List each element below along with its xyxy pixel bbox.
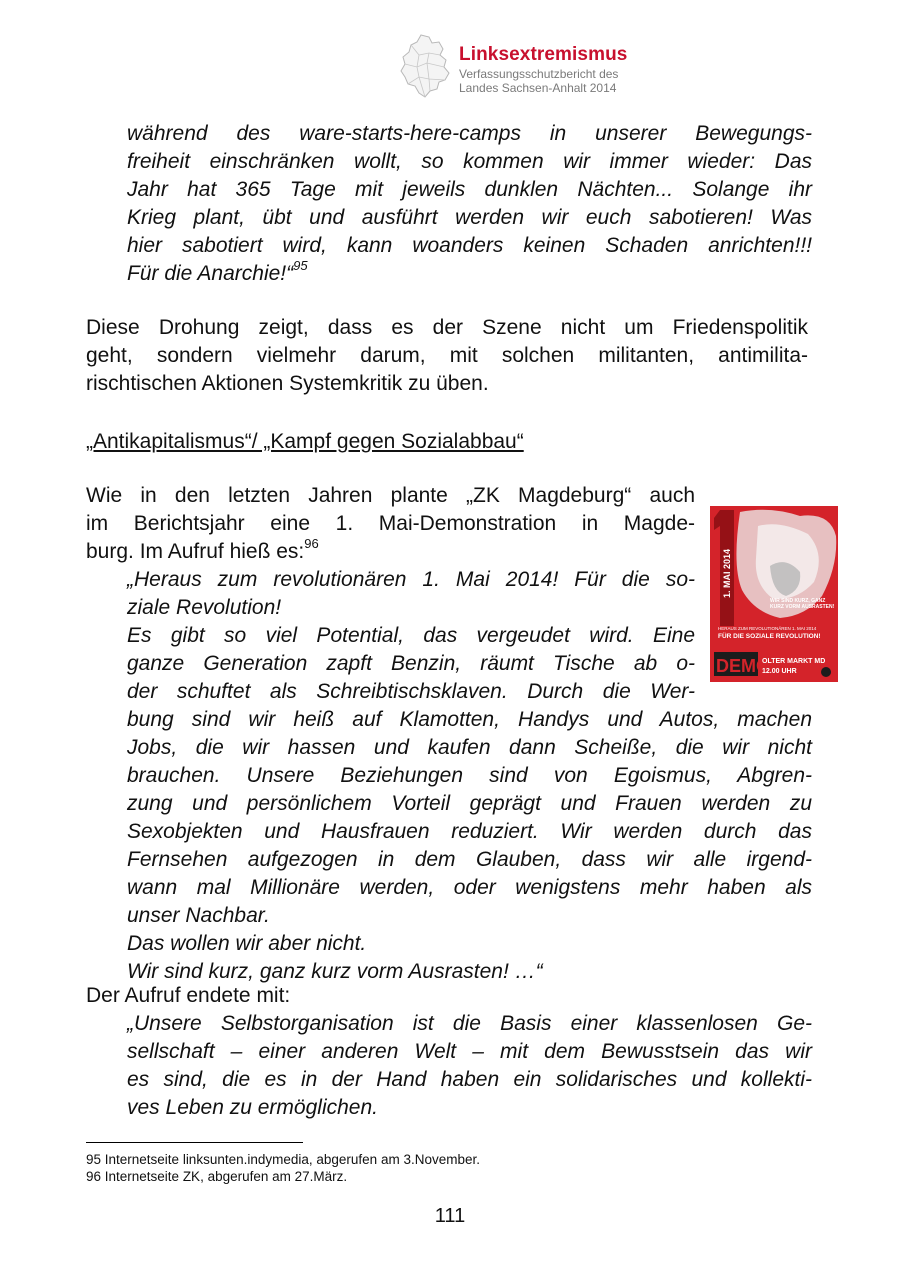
- text-line: Der Aufruf endete mit:: [86, 984, 291, 1007]
- text-line: Diese Drohung zeigt, dass es der Szene nicht um Friedenspolitik: [86, 316, 808, 339]
- text-line: Wie in den letzten Jahren plante „ZK Magdeburg“ auch: [86, 484, 695, 507]
- saxony-anhalt-map-icon: [399, 33, 455, 99]
- paragraph-1: [86, 314, 808, 398]
- text-line: zung und persönlichem Vorteil geprägt und Frauen werden zu: [127, 792, 812, 815]
- text-line: der schuftet als Schreibtischsklaven. Durch die Wer-: [127, 680, 695, 703]
- paragraph-3: [86, 982, 786, 1010]
- text-line: Sexobjekten und Hausfrauen reduziert. Wir werden durch das: [127, 820, 812, 843]
- section-heading: „Antikapitalismus“/ „Kampf gegen Sozialabbau“: [86, 430, 524, 453]
- poster-demo-label: DEMO: [716, 656, 770, 676]
- text-line: [86, 538, 695, 566]
- quote-block-1: [127, 120, 812, 288]
- text-line: brauchen. Unsere Beziehungen sind von Egoismus, Abgren-: [127, 764, 812, 787]
- paragraph-2: [86, 482, 695, 566]
- text-line: Wir sind kurz, ganz kurz vorm Ausrasten! …“: [127, 960, 543, 983]
- footnote-ref: 95: [293, 258, 308, 273]
- text-line: ves Leben zu ermöglichen.: [127, 1096, 378, 1119]
- text-line: Jahr hat 365 Tage mit jeweils dunklen Nächten... Solange ihr: [127, 178, 812, 201]
- footnote-96: 96 Internetseite ZK, abgerufen am 27.März.: [86, 1169, 348, 1184]
- text-line: Es gibt so viel Potential, das vergeudet wird. Eine: [127, 624, 695, 647]
- text-line: rischtischen Aktionen Systemkritik zu üben.: [86, 372, 489, 395]
- poster-year-text: 1. MAI 2014: [722, 548, 732, 598]
- text-line: wann mal Millionäre werden, oder wenigstens mehr haben als: [127, 876, 812, 899]
- footnote-separator: [86, 1142, 303, 1143]
- text-line: ziale Revolution!: [127, 596, 282, 619]
- header-subtitle-line2: Landes Sachsen-Anhalt 2014: [459, 81, 617, 95]
- quote-block-2-continued: [127, 706, 812, 986]
- footnote-ref: 96: [304, 536, 319, 551]
- text-line: Jobs, die wir hassen und kaufen dann Scheiße, die wir nicht: [127, 736, 812, 759]
- poster-place-text: OLTER MARKT MD: [762, 658, 826, 665]
- text-line-content: Für die Anarchie!“: [127, 262, 294, 285]
- poster-small-text-1: WIR SIND KURZ, GANZ: [770, 598, 826, 604]
- page-number: 111: [434, 1205, 466, 1227]
- demo-poster-graphic: [710, 506, 838, 682]
- poster-mid-text: FÜR DIE SOZIALE REVOLUTION!: [718, 633, 821, 640]
- text-line: Krieg plant, übt und ausführt werden wir euch sabotieren! Was: [127, 206, 812, 229]
- text-line: ganze Generation zapft Benzin, räumt Tische ab o-: [127, 652, 695, 675]
- text-line: geht, sondern vielmehr darum, mit solchen militanten, antimilita-: [86, 344, 808, 367]
- text-line: [127, 260, 812, 288]
- text-line: unser Nachbar.: [127, 904, 270, 927]
- quote-block-3: [127, 1010, 812, 1122]
- text-line: es sind, die es in der Hand haben ein solidarisches und kollekti-: [127, 1068, 812, 1091]
- text-line: während des ware-starts-here-camps in unserer Bewegungs-: [127, 122, 812, 145]
- demo-poster-image: [710, 506, 838, 682]
- text-line: „Unsere Selbstorganisation ist die Basis einer klassenlosen Ge-: [127, 1012, 812, 1035]
- text-line: bung sind wir heiß auf Klamotten, Handys und Autos, machen: [127, 708, 812, 731]
- text-line: „Heraus zum revolutionären 1. Mai 2014! Für die so-: [127, 568, 695, 591]
- text-line: hier sabotiert wird, kann woanders keinen Schaden anrichten!!!: [127, 234, 812, 257]
- poster-small-text-2: KURZ VORM AUSRASTEN!: [770, 604, 835, 610]
- text-line: Fernsehen aufgezogen in dem Glauben, dass wir alle irgend-: [127, 848, 812, 871]
- header-title: Linksextremismus: [459, 44, 628, 65]
- header-subtitle-line1: Verfassungsschutzbericht des: [459, 67, 619, 81]
- poster-time-text: 12.00 UHR: [762, 668, 797, 675]
- quote-block-2: [127, 566, 695, 706]
- text-line: sellschaft – einer anderen Welt – mit dem Bewusstsein das wir: [127, 1040, 812, 1063]
- text-line: freiheit einschränken wollt, so kommen wir immer wieder: Das: [127, 150, 812, 173]
- text-line: Das wollen wir aber nicht.: [127, 932, 367, 955]
- poster-small-text-3: HERAUS ZUM REVOLUTIONÄREN 1. MAI 2014: [718, 626, 817, 631]
- text-line: im Berichtsjahr eine 1. Mai-Demonstration in Magde-: [86, 512, 695, 535]
- text-line-content: burg. Im Aufruf hieß es:: [86, 540, 305, 563]
- footnote-95: 95 Internetseite linksunten.indymedia, abgerufen am 3.November.: [86, 1152, 480, 1167]
